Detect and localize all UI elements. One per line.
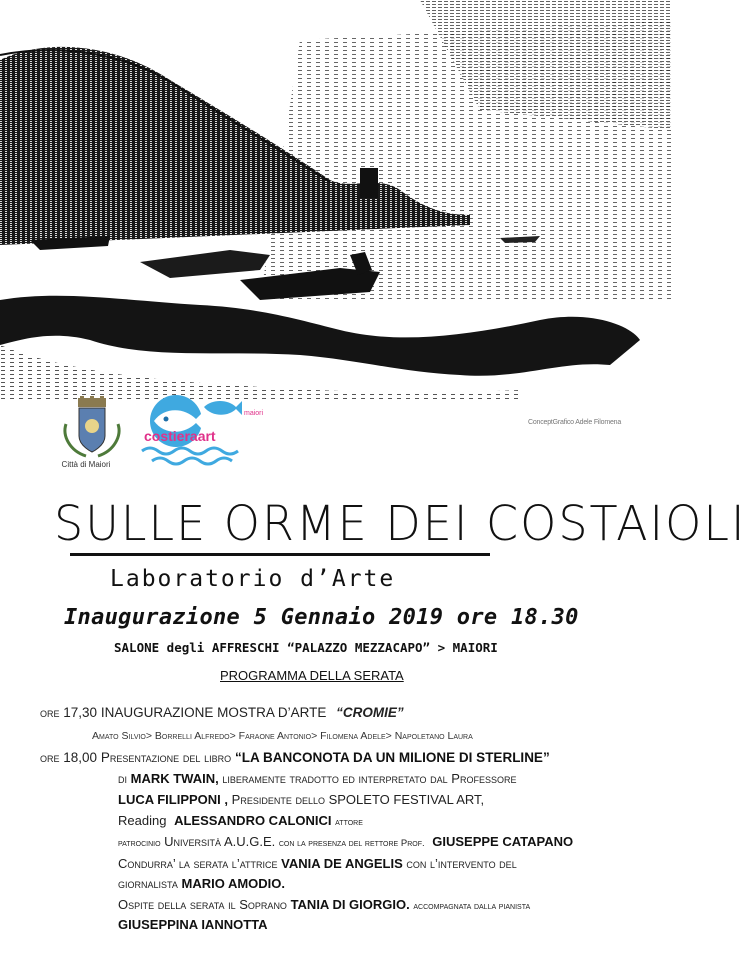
pianist-name: GIUSEPPINA IANNOTTA bbox=[118, 917, 268, 932]
time-1730: ore 17,30 bbox=[40, 705, 98, 720]
time-1800: ore 18,00 bbox=[40, 750, 98, 765]
pianist-label: accompagnata dalla pianista bbox=[413, 901, 531, 912]
president-label: Presidente dello bbox=[231, 792, 325, 807]
program-line-1 bbox=[40, 705, 404, 720]
host-label: Condurra’ la serata l’attrice bbox=[118, 856, 278, 871]
costiera-logo-wordmark: costieraart bbox=[144, 428, 216, 444]
program-line-8 bbox=[118, 856, 517, 871]
presentation-label: Presentazione del libro bbox=[100, 750, 232, 765]
title-underline bbox=[70, 553, 490, 556]
host-name: VANIA DE ANGELIS bbox=[281, 856, 403, 871]
costiera-art-logo bbox=[132, 393, 262, 471]
program-line-10 bbox=[118, 897, 530, 912]
program-line-9 bbox=[118, 876, 285, 891]
reader-role: attore bbox=[335, 817, 363, 828]
coastal-landscape-engraving bbox=[0, 0, 672, 410]
page-title: SULLE ORME DEI COSTAIOLI bbox=[54, 494, 747, 552]
program-line-7 bbox=[118, 834, 573, 849]
soprano-name: TANIA DI GIORGIO. bbox=[290, 897, 410, 912]
city-name-caption: Città di Maiori bbox=[61, 460, 111, 469]
journalist-name: MARIO AMODIO. bbox=[181, 876, 285, 891]
book-title: “LA BANCONOTA DA UN MILIONE DI STERLINE” bbox=[234, 750, 550, 765]
by-word: di bbox=[118, 771, 127, 786]
rector-name: GIUSEPPE CATAPANO bbox=[432, 834, 574, 849]
journalist-label: giornalista bbox=[118, 876, 178, 891]
program-line-5 bbox=[118, 792, 484, 807]
translator-name: LUCA FILIPPONI , bbox=[118, 792, 229, 807]
guest-intro: con l’intervento del bbox=[406, 856, 517, 871]
program-line-4 bbox=[118, 771, 516, 786]
exhibition-label: INAUGURAZIONE MOSTRA D’ARTE bbox=[100, 705, 327, 720]
festival-name: SPOLETO FESTIVAL ART, bbox=[328, 792, 485, 807]
reader-name: ALESSANDRO CALONICI bbox=[174, 813, 332, 828]
author-name: MARK TWAIN, bbox=[130, 771, 219, 786]
guest-label: Ospite della serata il Soprano bbox=[118, 897, 287, 912]
program-line-6 bbox=[118, 813, 363, 828]
costiera-logo-maiori-text: maiori bbox=[244, 410, 264, 417]
program-heading: PROGRAMMA DELLA SERATA bbox=[220, 668, 404, 683]
concept-graphic-credit: ConceptGrafico Adele Filomena bbox=[528, 419, 622, 426]
rector-label: con la presenza del rettore Prof. bbox=[278, 838, 425, 849]
exhibition-title: “CROMIE” bbox=[336, 705, 404, 720]
patronage-label: patrocinio bbox=[118, 838, 161, 849]
venue-line: SALONE degli AFFRESCHI “PALAZZO MEZZACAPO” > MAIORI bbox=[114, 640, 498, 655]
inauguration-date: Inaugurazione 5 Gennaio 2019 ore 18.30 bbox=[64, 605, 579, 630]
program-line-3 bbox=[40, 750, 550, 765]
translation-note: liberamente tradotto ed interpretato dal Professore bbox=[222, 771, 517, 786]
reading-label: Reading bbox=[118, 813, 167, 828]
artists-line: Amato Silvio> Borrelli Alfredo> Faraone Antonio> Filomena Adele> Napoletano Laura bbox=[92, 730, 473, 742]
university-name: Università A.U.G.E. bbox=[164, 834, 276, 849]
subtitle: Laboratorio d’Arte bbox=[110, 566, 396, 592]
